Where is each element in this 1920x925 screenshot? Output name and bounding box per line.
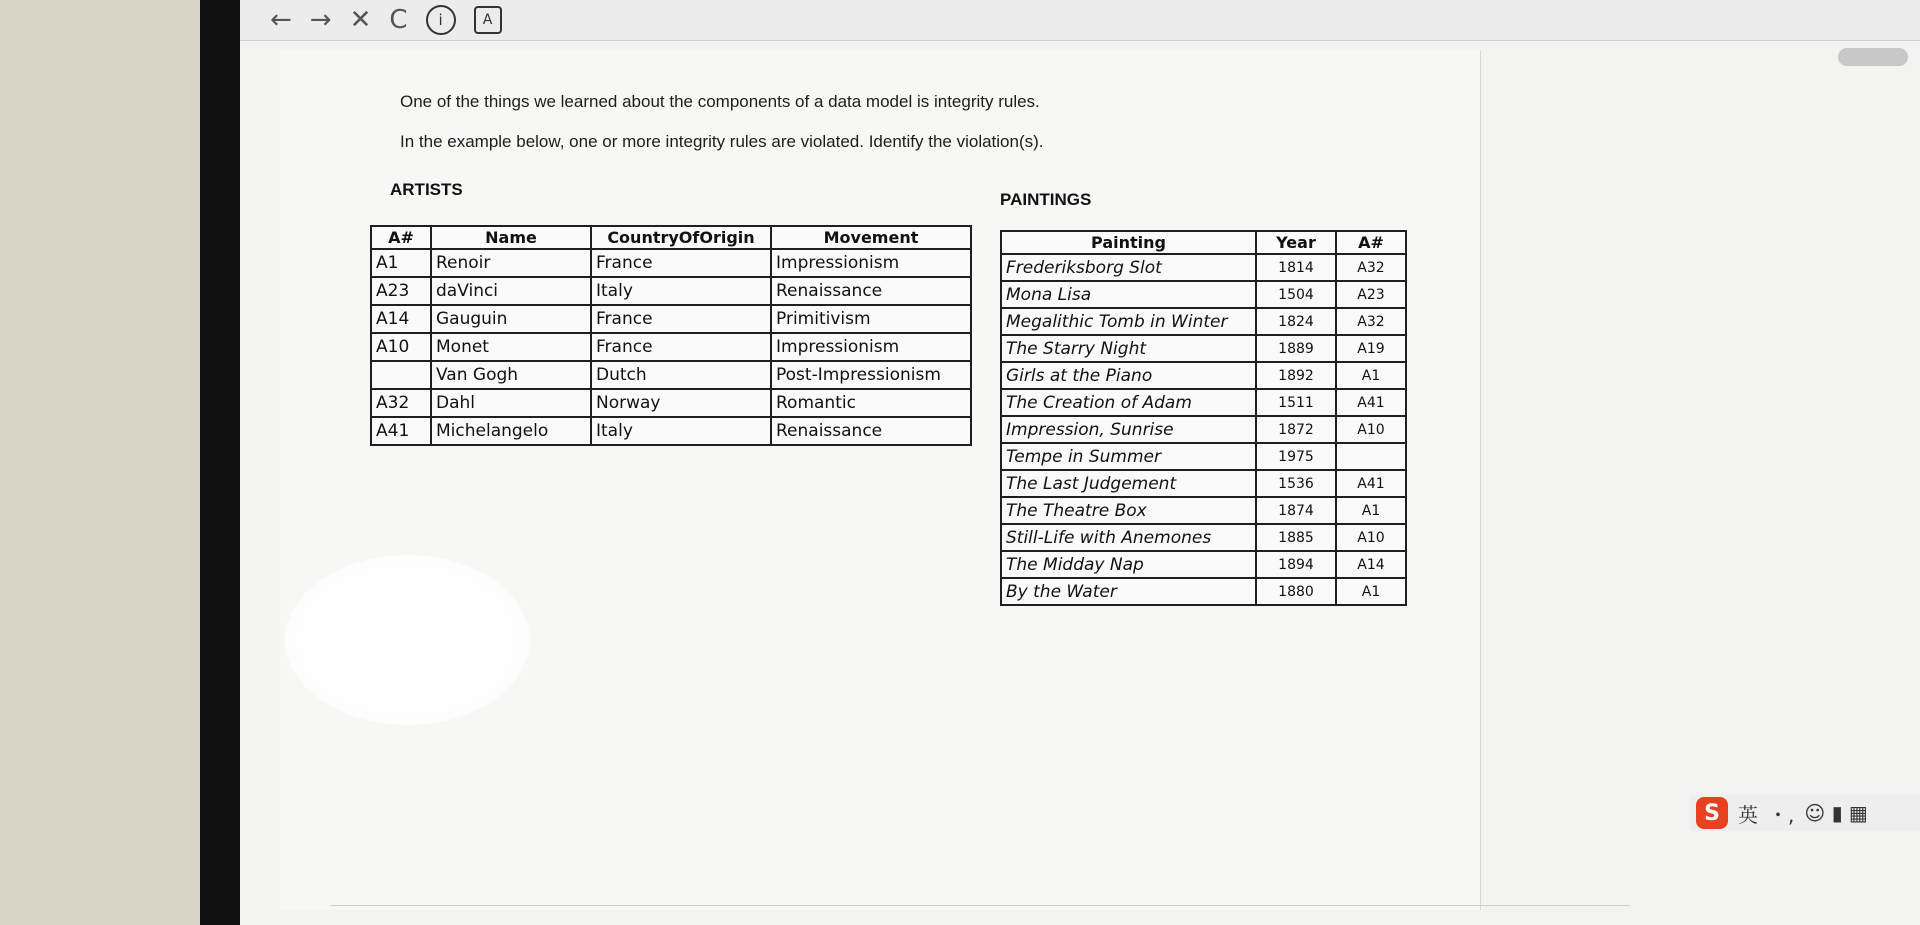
table-cell: A32: [371, 389, 431, 417]
painting-title-cell: Girls at the Piano: [1001, 362, 1256, 389]
table-row: [1001, 254, 1406, 281]
table-header-row: [371, 226, 971, 249]
table-cell: 1872: [1256, 416, 1336, 443]
sogou-logo-icon[interactable]: S: [1696, 797, 1728, 829]
table-cell: 1874: [1256, 497, 1336, 524]
question-line-2: In the example below, one or more integrity rules are violated. Identify the violation(s).: [400, 132, 1044, 151]
info-icon[interactable]: i: [426, 5, 456, 35]
paintings-caption: PAINTINGS: [1000, 190, 1092, 209]
column-header: CountryOfOrigin: [591, 226, 771, 249]
table-cell: Impressionism: [771, 333, 971, 361]
table-row: [371, 389, 971, 417]
ime-mode-toggle[interactable]: 英: [1738, 802, 1758, 827]
painting-title-cell: Tempe in Summer: [1001, 443, 1256, 470]
table-row: [1001, 335, 1406, 362]
forward-icon[interactable]: →: [309, 5, 332, 35]
painting-title-cell: Still-Life with Anemones: [1001, 524, 1256, 551]
table-cell: 1889: [1256, 335, 1336, 362]
table-cell: A1: [1336, 578, 1406, 605]
table-cell: 1892: [1256, 362, 1336, 389]
painting-title-cell: The Starry Night: [1001, 335, 1256, 362]
table-header-row: [1001, 231, 1406, 254]
painting-title-cell: By the Water: [1001, 578, 1256, 605]
ime-tool-icons[interactable]: ☺ ▮ ▦: [1804, 801, 1868, 825]
table-cell: France: [591, 333, 771, 361]
table-cell: Monet: [431, 333, 591, 361]
table-row: [1001, 497, 1406, 524]
table-cell: [371, 361, 431, 389]
painting-title-cell: The Midday Nap: [1001, 551, 1256, 578]
painting-title-cell: Frederiksborg Slot: [1001, 254, 1256, 281]
table-cell: 1880: [1256, 578, 1336, 605]
table-row: [1001, 443, 1406, 470]
table-row: [371, 249, 971, 277]
table-row: [1001, 389, 1406, 416]
table-cell: A1: [1336, 362, 1406, 389]
table-row: [1001, 578, 1406, 605]
table-cell: A32: [1336, 308, 1406, 335]
column-header: A#: [371, 226, 431, 249]
table-cell: Impressionism: [771, 249, 971, 277]
artists-caption: ARTISTS: [390, 180, 463, 199]
painting-title-cell: Impression, Sunrise: [1001, 416, 1256, 443]
column-header: Name: [431, 226, 591, 249]
table-row: [1001, 362, 1406, 389]
table-row: [1001, 308, 1406, 335]
table-cell: A41: [1336, 470, 1406, 497]
painting-title-cell: Mona Lisa: [1001, 281, 1256, 308]
table-row: [1001, 416, 1406, 443]
painting-title-cell: The Creation of Adam: [1001, 389, 1256, 416]
table-cell: A32: [1336, 254, 1406, 281]
table-cell: Renaissance: [771, 417, 971, 445]
table-row: [1001, 551, 1406, 578]
table-cell: 1885: [1256, 524, 1336, 551]
table-row: [371, 305, 971, 333]
table-cell: A1: [371, 249, 431, 277]
document-page: [280, 50, 1481, 910]
column-header: Painting: [1001, 231, 1256, 254]
divider: [330, 905, 1630, 906]
table-cell: A41: [1336, 389, 1406, 416]
table-row: [371, 277, 971, 305]
painting-title-cell: Megalithic Tomb in Winter: [1001, 308, 1256, 335]
table-cell: Dahl: [431, 389, 591, 417]
table-cell: A10: [371, 333, 431, 361]
screen-glare: [285, 555, 530, 725]
table-cell: Van Gogh: [431, 361, 591, 389]
table-cell: 1975: [1256, 443, 1336, 470]
table-cell: Renaissance: [771, 277, 971, 305]
table-cell: A23: [1336, 281, 1406, 308]
column-header: Movement: [771, 226, 971, 249]
account-chip[interactable]: [1838, 48, 1908, 66]
reader-mode-icon[interactable]: A: [474, 6, 502, 34]
question-line-1: One of the things we learned about the components of a data model is integrity rules.: [400, 92, 1040, 111]
reload-icon[interactable]: C: [389, 5, 408, 35]
table-cell: Renoir: [431, 249, 591, 277]
table-cell: Italy: [591, 417, 771, 445]
table-cell: Italy: [591, 277, 771, 305]
table-cell: Primitivism: [771, 305, 971, 333]
table-cell: A10: [1336, 416, 1406, 443]
table-cell: A10: [1336, 524, 1406, 551]
painting-title-cell: The Theatre Box: [1001, 497, 1256, 524]
table-cell: A14: [1336, 551, 1406, 578]
browser-toolbar: [240, 0, 1920, 41]
table-cell: daVinci: [431, 277, 591, 305]
table-cell: Michelangelo: [431, 417, 591, 445]
table-row: [1001, 524, 1406, 551]
table-row: [1001, 281, 1406, 308]
table-cell: Romantic: [771, 389, 971, 417]
table-row: [371, 417, 971, 445]
table-cell: France: [591, 249, 771, 277]
back-icon[interactable]: ←: [270, 5, 292, 35]
paintings-table: [1000, 230, 1407, 606]
table-cell: A41: [371, 417, 431, 445]
table-cell: Post-Impressionism: [771, 361, 971, 389]
close-icon[interactable]: ✕: [349, 5, 372, 35]
table-row: [1001, 470, 1406, 497]
painting-title-cell: The Last Judgement: [1001, 470, 1256, 497]
table-cell: France: [591, 305, 771, 333]
table-cell: A1: [1336, 497, 1406, 524]
column-header: A#: [1336, 231, 1406, 254]
table-cell: Dutch: [591, 361, 771, 389]
table-cell: 1536: [1256, 470, 1336, 497]
table-cell: A23: [371, 277, 431, 305]
table-cell: Norway: [591, 389, 771, 417]
table-cell: A14: [371, 305, 431, 333]
ime-toolbar[interactable]: [1690, 795, 1920, 831]
table-cell: Gauguin: [431, 305, 591, 333]
table-cell: 1894: [1256, 551, 1336, 578]
ime-punctuation-toggle[interactable]: ・,: [1768, 802, 1795, 827]
table-cell: 1504: [1256, 281, 1336, 308]
table-row: [371, 361, 971, 389]
table-cell: [1336, 443, 1406, 470]
table-row: [371, 333, 971, 361]
table-cell: A19: [1336, 335, 1406, 362]
table-cell: 1511: [1256, 389, 1336, 416]
artists-table: [370, 225, 972, 446]
table-cell: 1814: [1256, 254, 1336, 281]
column-header: Year: [1256, 231, 1336, 254]
table-cell: 1824: [1256, 308, 1336, 335]
